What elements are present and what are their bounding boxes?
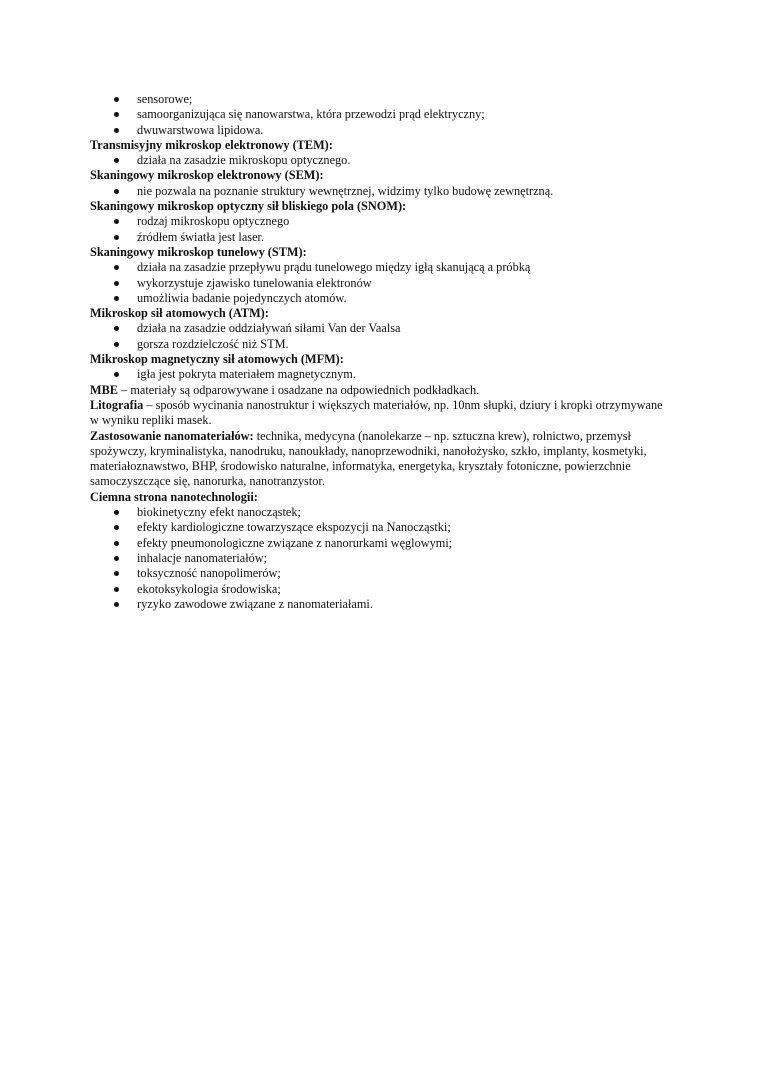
list-item: efekty kardiologiczne towarzyszące ekspozycji na Nanocząstki; bbox=[90, 520, 670, 535]
list-item: samoorganizująca się nanowarstwa, która przewodzi prąd elektryczny; bbox=[90, 107, 670, 122]
bullet-icon bbox=[114, 372, 119, 377]
bullet-icon bbox=[114, 158, 119, 163]
section-heading-mfm: Mikroskop magnetyczny sił atomowych (MFM): bbox=[90, 352, 344, 367]
bullet-icon bbox=[114, 296, 119, 301]
section-heading-snom: Skaningowy mikroskop optyczny sił bliskiego pola (SNOM): bbox=[90, 199, 407, 214]
bullet-list bbox=[90, 505, 670, 612]
section-heading-sem: Skaningowy mikroskop elektronowy (SEM): bbox=[90, 168, 324, 183]
bullet-icon bbox=[114, 189, 119, 194]
bullet-list bbox=[90, 92, 670, 138]
bullet-icon bbox=[114, 281, 119, 286]
list-item: biokinetyczny efekt nanocząstek; bbox=[90, 505, 670, 520]
bullet-icon bbox=[114, 326, 119, 331]
bullet-icon bbox=[114, 265, 119, 270]
bullet-list bbox=[90, 153, 670, 168]
bullet-list bbox=[90, 260, 670, 306]
list-item: gorsza rozdzielczość niż STM. bbox=[90, 337, 670, 352]
bullet-list bbox=[90, 321, 670, 352]
bullet-icon bbox=[114, 128, 119, 133]
bullet-icon bbox=[114, 602, 119, 607]
bullet-icon bbox=[114, 556, 119, 561]
bullet-icon bbox=[114, 97, 119, 102]
bullet-list bbox=[90, 184, 670, 199]
bullet-icon bbox=[114, 219, 119, 224]
paragraph-mbe: MBE – materiały są odparowywane i osadzane na odpowiednich podkładkach. bbox=[90, 382, 480, 397]
bullet-icon bbox=[114, 112, 119, 117]
list-item: wykorzystuje zjawisko tunelowania elektronów bbox=[90, 276, 670, 291]
list-item: działa na zasadzie przepływu prądu tunelowego między igłą skanującą a próbką bbox=[90, 260, 670, 275]
list-item: ekotoksykologia środowiska; bbox=[90, 582, 670, 597]
list-item: toksyczność nanopolimerów; bbox=[90, 566, 670, 581]
term-zastosowanie: Zastosowanie nanomateriałów: bbox=[90, 428, 254, 443]
bullet-icon bbox=[114, 541, 119, 546]
section-heading-tem: Transmisyjny mikroskop elektronowy (TEM): bbox=[90, 137, 333, 152]
section-heading-atm: Mikroskop sił atomowych (ATM): bbox=[90, 306, 269, 321]
paragraph-zastosowanie: Zastosowanie nanomateriałów: technika, medycyna (nanolekarze – np. sztuczna krew), rolnictwo, przemysł spożywczy, kryminalistyka, nanodruku, nanoukłady, nanoprzewodniki, nanołożysko, szkło, implanty, kosmetyki, materiałoznawstwo, BHP, środowisko naturalne, informatyka, energetyka, kryształy fotoniczne, powierzchnie samoczyszczące się, nanorurka, nanotranzystor. bbox=[90, 428, 647, 489]
bullet-icon bbox=[114, 510, 119, 515]
list-item: igła jest pokryta materiałem magnetycznym. bbox=[90, 367, 670, 382]
list-item: efekty pneumonologiczne związane z nanorurkami węglowymi; bbox=[90, 536, 670, 551]
bullet-list bbox=[90, 214, 670, 245]
paragraph-litografia: Litografia – sposób wycinania nanostruktur i większych materiałów, np. 10nm słupki, dziury i kropki otrzymywane w wyniku repliki masek. bbox=[90, 397, 663, 428]
list-item: źródłem światła jest laser. bbox=[90, 230, 670, 245]
list-item: dwuwarstwowa lipidowa. bbox=[90, 123, 670, 138]
list-item: ryzyko zawodowe związane z nanomateriałami. bbox=[90, 597, 670, 612]
list-item: nie pozwala na poznanie struktury wewnętrznej, widzimy tylko budowę zewnętrzną. bbox=[90, 184, 670, 199]
bullet-icon bbox=[114, 342, 119, 347]
term-mbe: MBE bbox=[90, 382, 119, 397]
list-item: inhalacje nanomateriałów; bbox=[90, 551, 670, 566]
bullet-icon bbox=[114, 235, 119, 240]
term-litografia: Litografia bbox=[90, 397, 144, 412]
section-heading-ciemna-strona: Ciemna strona nanotechnologii: bbox=[90, 489, 258, 504]
list-item: sensorowe; bbox=[90, 92, 670, 107]
list-item: umożliwia badanie pojedynczych atomów. bbox=[90, 291, 670, 306]
section-heading-stm: Skaningowy mikroskop tunelowy (STM): bbox=[90, 244, 307, 259]
bullet-list bbox=[90, 367, 670, 382]
list-item: rodzaj mikroskopu optycznego bbox=[90, 214, 670, 229]
list-item: działa na zasadzie oddziaływań siłami Van der Vaalsa bbox=[90, 321, 670, 336]
list-item: działa na zasadzie mikroskopu optycznego. bbox=[90, 153, 670, 168]
document-content bbox=[90, 92, 670, 612]
bullet-icon bbox=[114, 571, 119, 576]
bullet-icon bbox=[114, 525, 119, 530]
bullet-icon bbox=[114, 587, 119, 592]
